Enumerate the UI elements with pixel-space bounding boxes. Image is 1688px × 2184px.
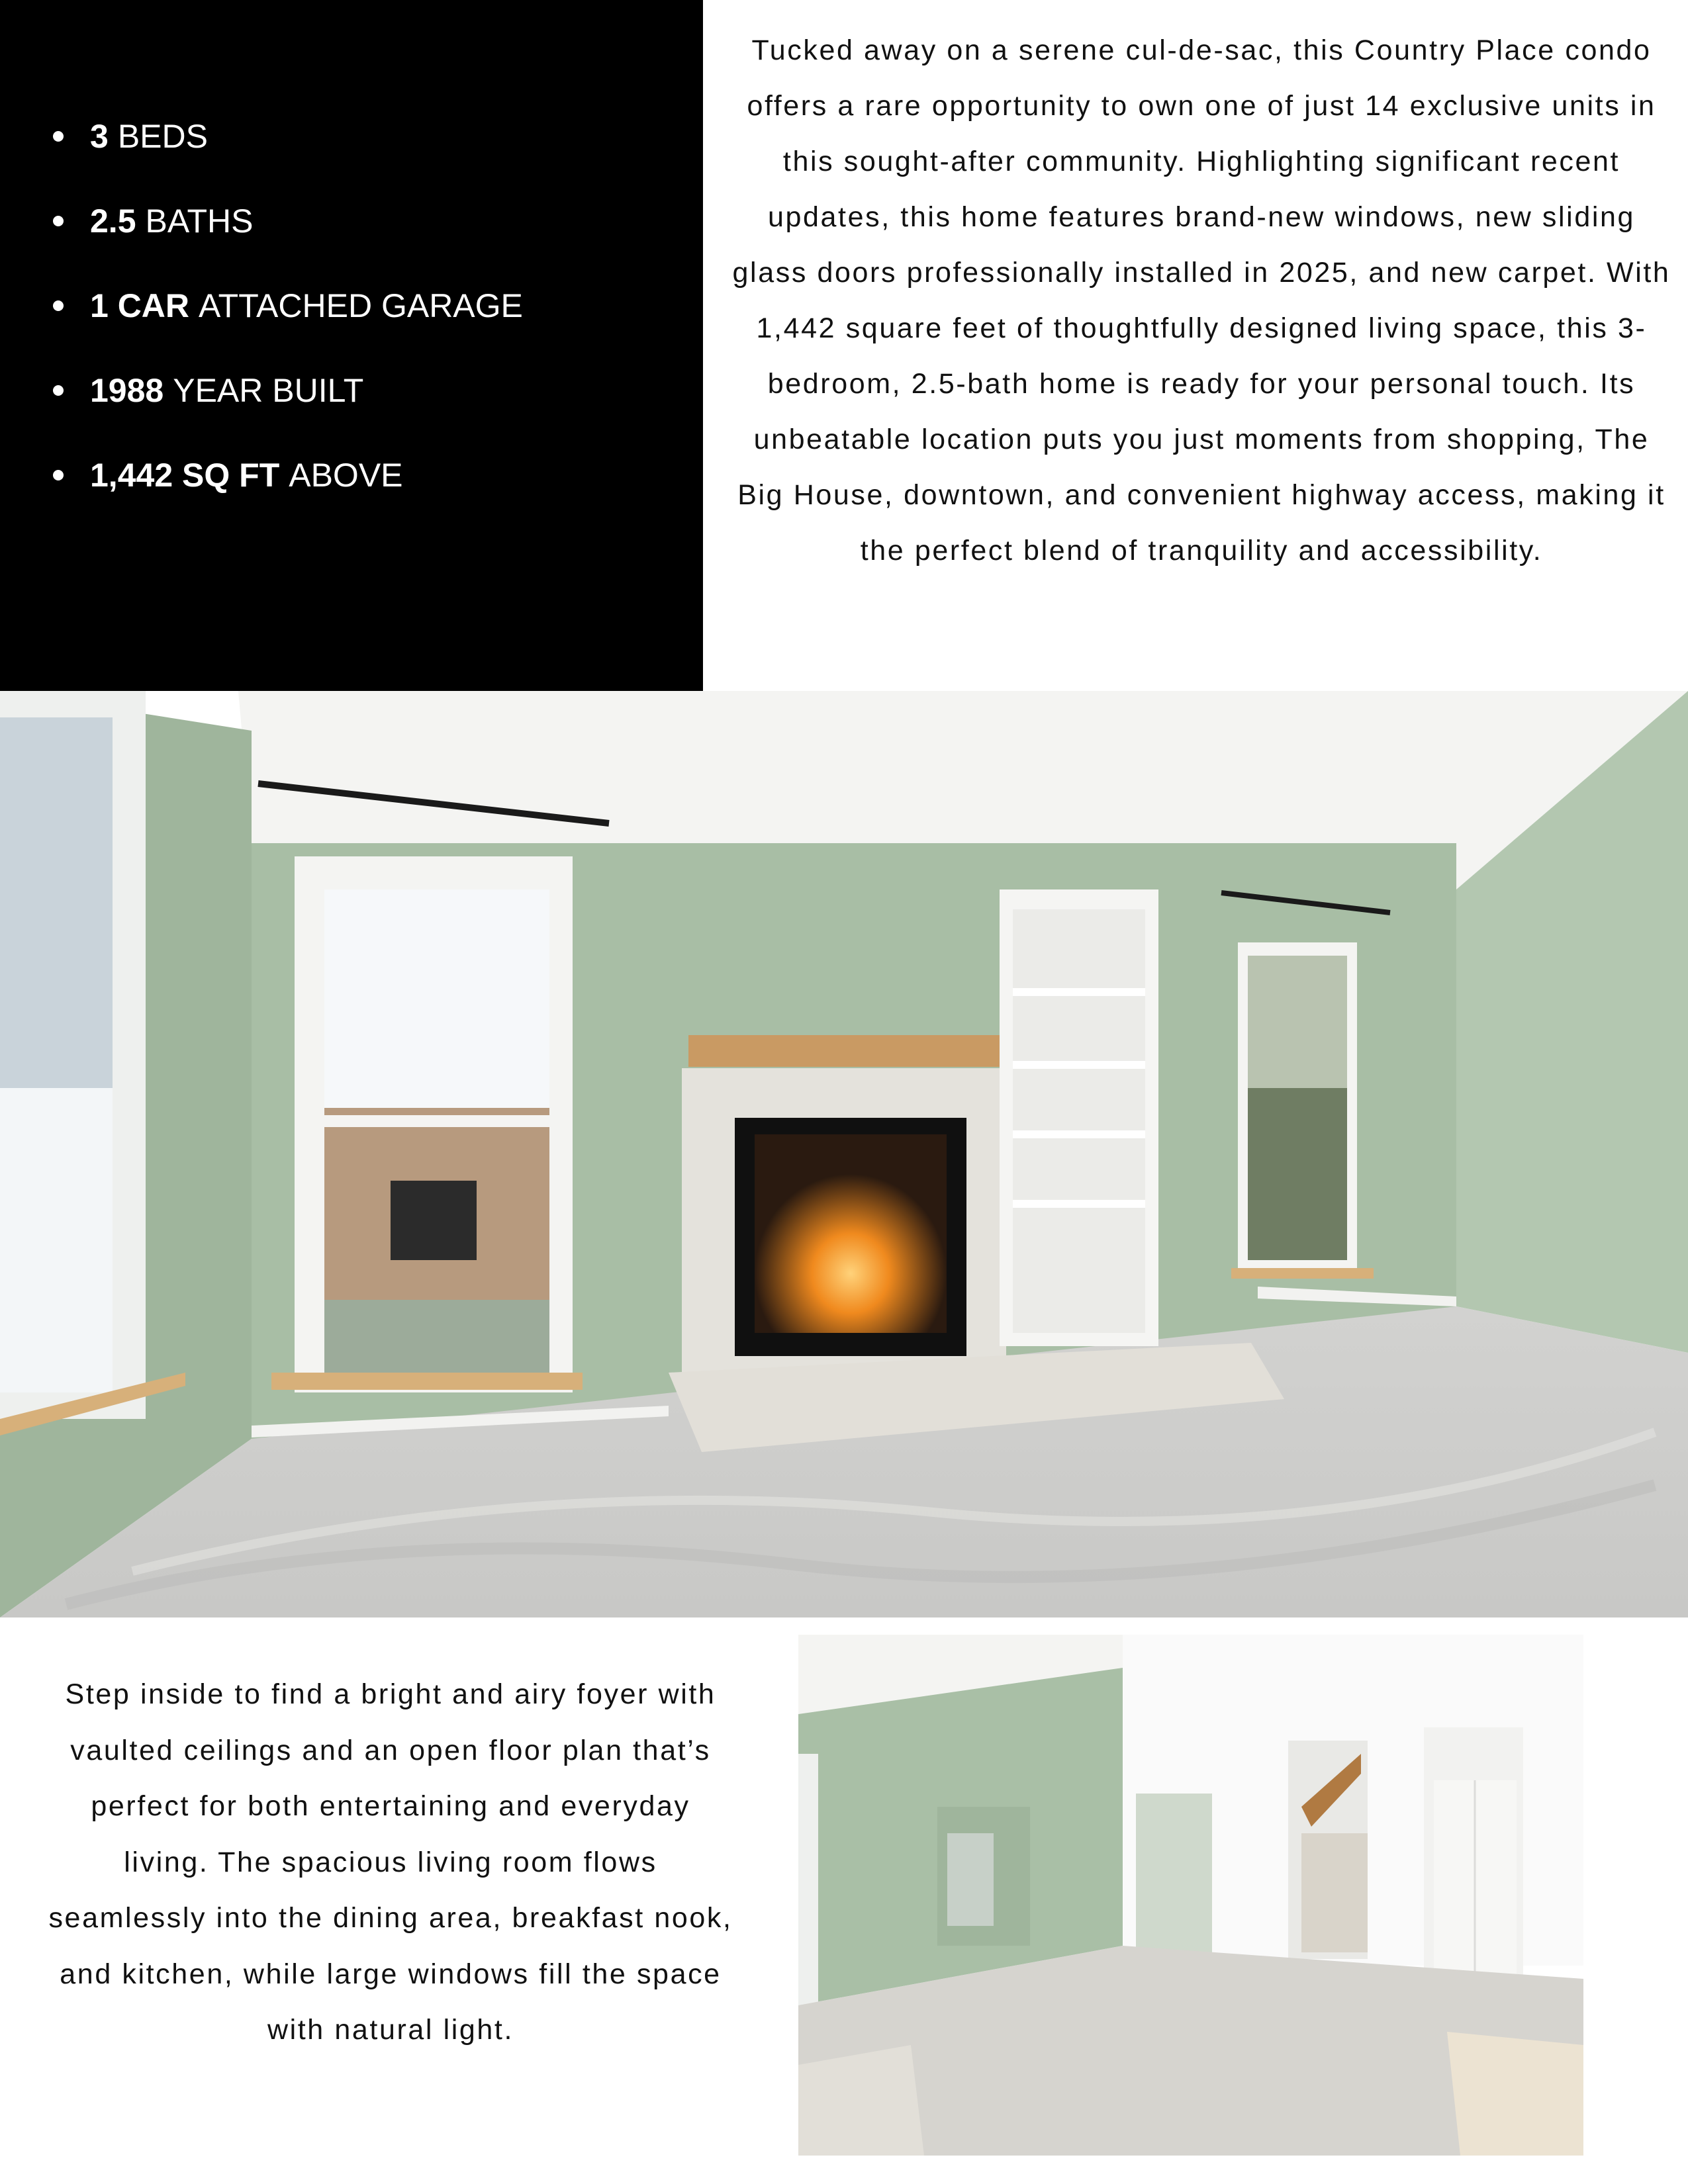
- fact-value: 2.5: [90, 203, 136, 240]
- key-facts-panel: [0, 0, 703, 691]
- bullet-icon: [53, 385, 64, 396]
- fact-label: BATHS: [145, 203, 254, 240]
- fact-square-feet: [53, 455, 523, 495]
- fact-label: BEDS: [117, 118, 208, 155]
- fact-value: 3: [90, 118, 109, 155]
- open-floor-plan-photo: [798, 1635, 1583, 2156]
- fact-value: 1,442 SQ FT: [90, 457, 280, 494]
- fact-value: 1988: [90, 372, 164, 409]
- bullet-icon: [53, 131, 64, 142]
- living-room-fireplace-photo: [0, 691, 1688, 1617]
- fact-value: 1 CAR: [90, 287, 190, 324]
- intro-paragraph: Tucked away on a serene cul-de-sac, this Country Place condo offers a rare opportunity to own one of just 14 exclusive units in this sought-after community. Highlighting significant recent updates, this home features brand-new windows, new sliding glass doors professionally installed in 2025, and new carpet. With 1,442 square feet of thoughtfully designed living space, this 3-bedroom, 2.5-bath home is ready for your personal touch. Its unbeatable location puts you just moments from shopping, The Big House, downtown, and convenient highway access, making it the perfect blend of tranquility and accessibility.: [732, 34, 1671, 567]
- fact-label: YEAR BUILT: [173, 372, 364, 409]
- bullet-icon: [53, 300, 64, 311]
- detail-paragraph: Step inside to find a bright and airy foyer with vaulted ceilings and an open floor plan that’s perfect for both entertaining and everyday living. The spacious living room flows seamlessly into the dining area, breakfast nook, and kitchen, while large windows fill the space with natural light.: [48, 1678, 733, 2046]
- fact-baths: [53, 201, 523, 241]
- bullet-icon: [53, 470, 64, 480]
- fact-label: ATTACHED GARAGE: [199, 287, 523, 324]
- fact-beds: [53, 116, 523, 156]
- fact-label: ABOVE: [289, 457, 403, 494]
- fact-garage: [53, 286, 523, 326]
- key-facts-list: [53, 116, 523, 540]
- fact-year-built: [53, 371, 523, 410]
- bullet-icon: [53, 216, 64, 226]
